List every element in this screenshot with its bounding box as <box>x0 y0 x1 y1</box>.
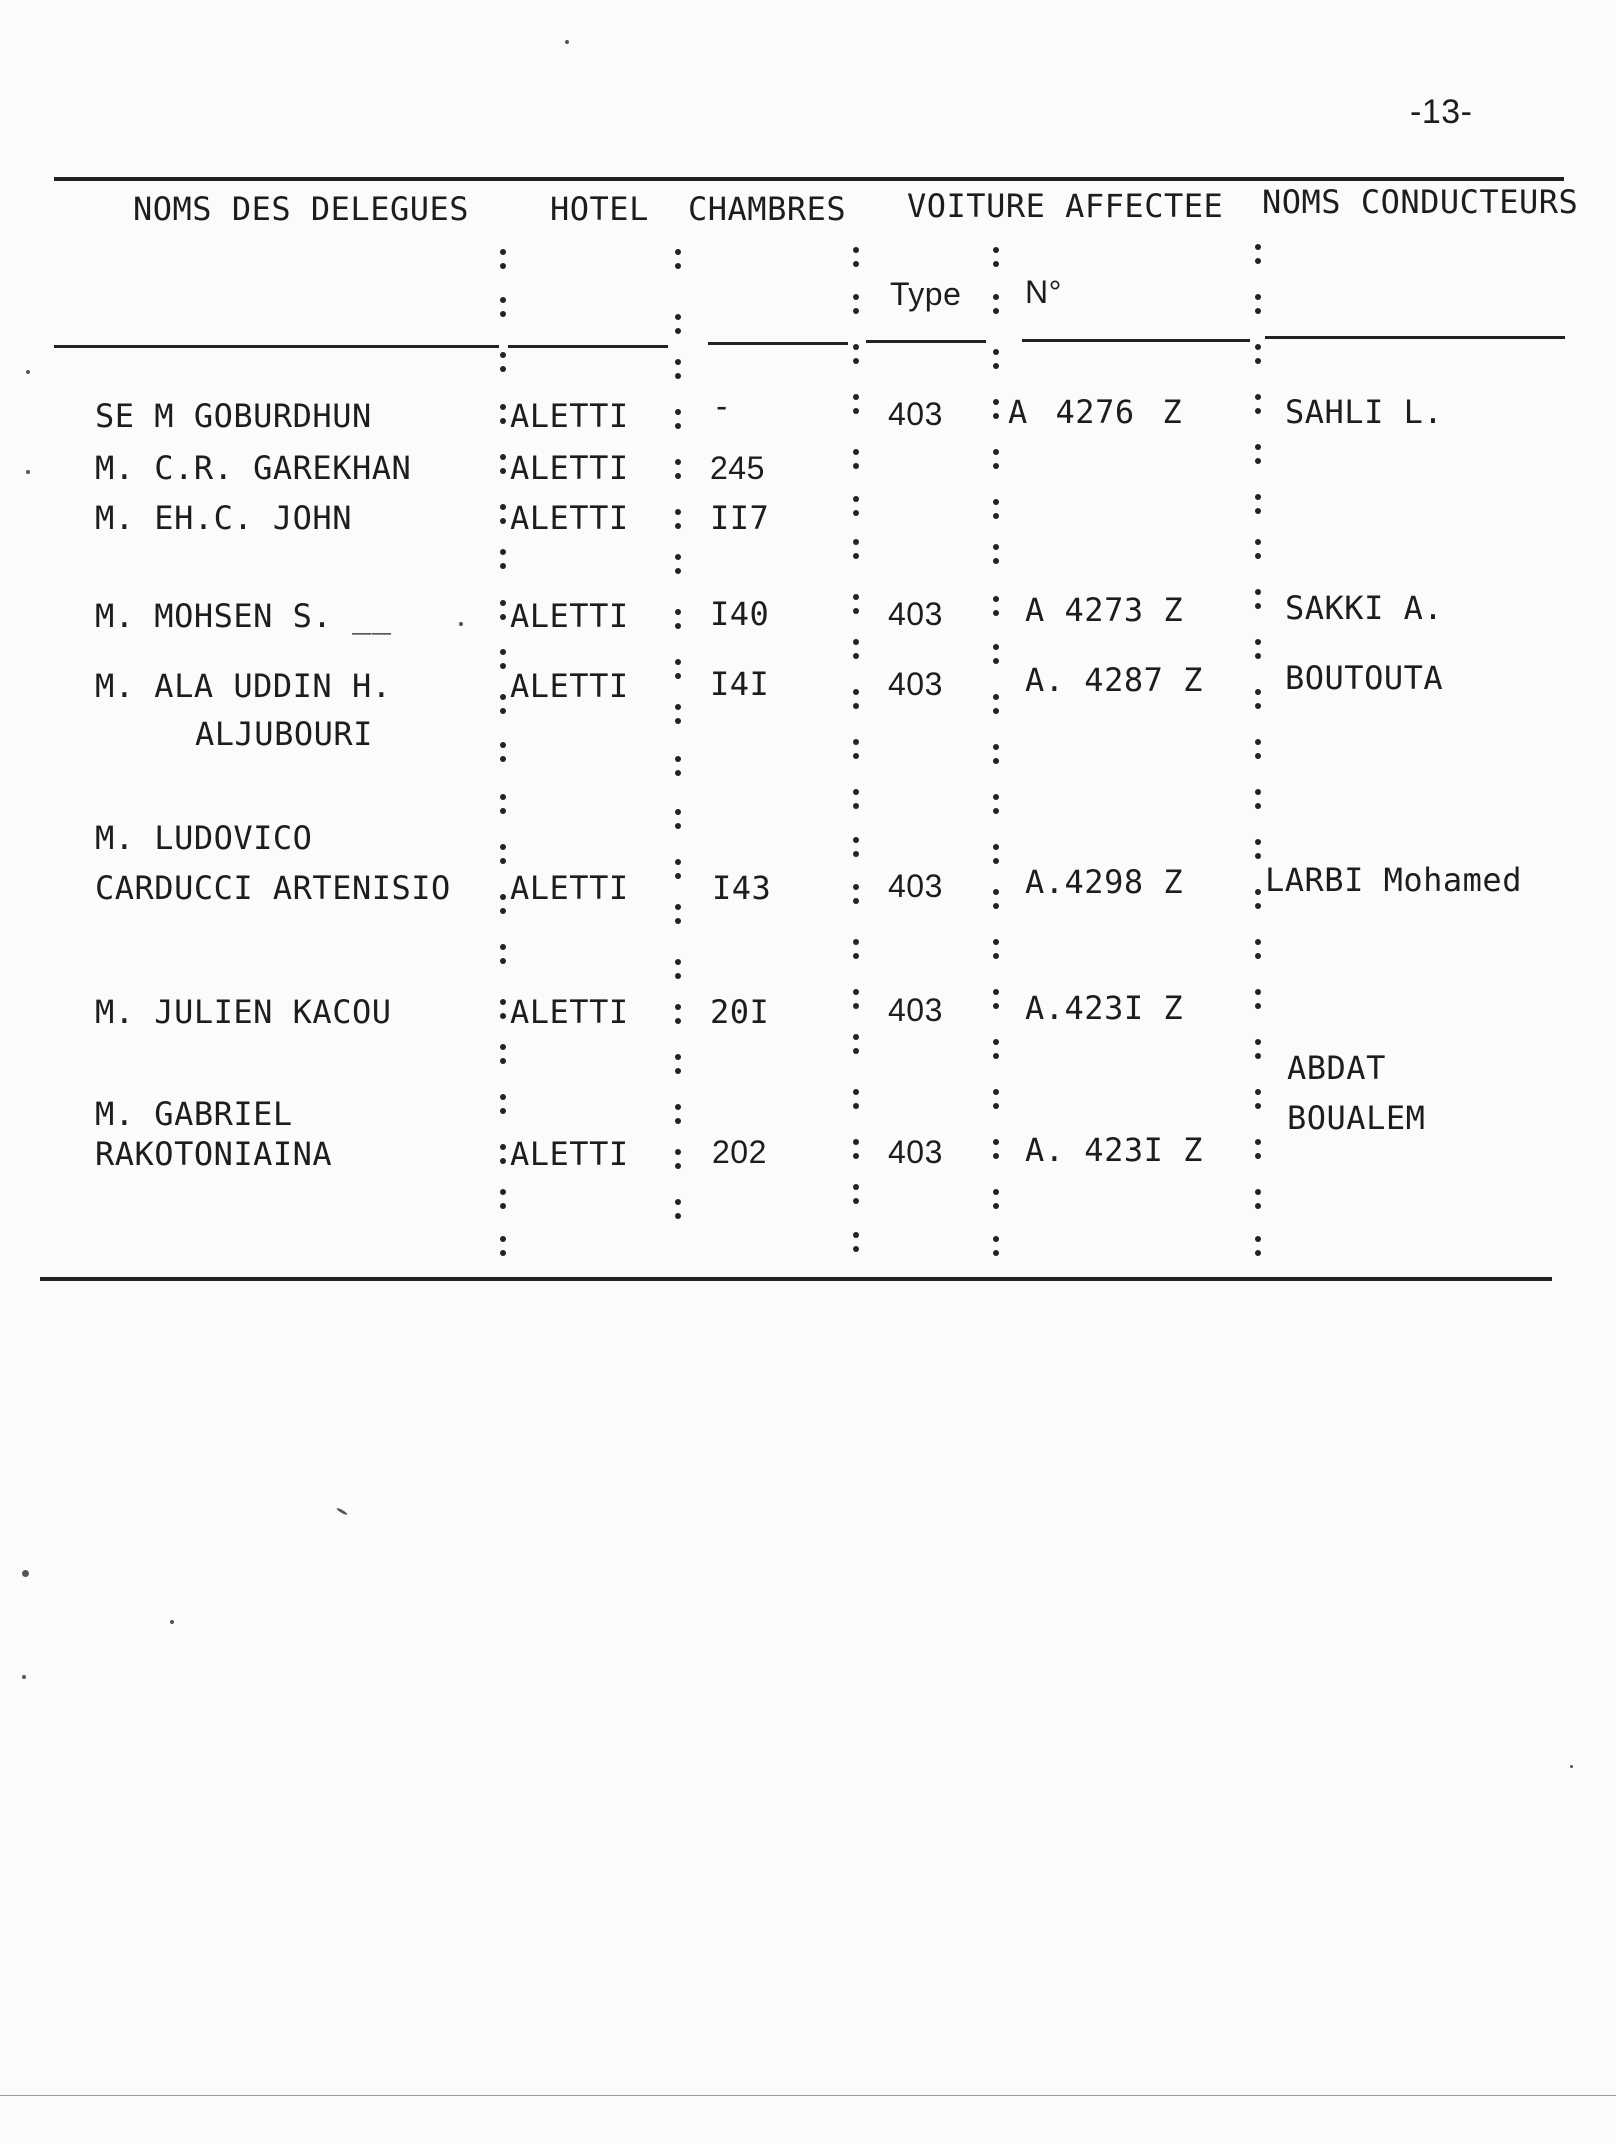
room-cell: I43 <box>712 869 772 907</box>
delegate-name-line2: CARDUCCI ARTENISIO <box>95 869 451 907</box>
car-type-cell: 403 <box>888 868 943 904</box>
driver-cell: ABDAT <box>1287 1049 1386 1087</box>
delegate-name: M. C.R. GAREKHAN <box>95 449 412 487</box>
room-cell: II7 <box>710 499 770 537</box>
car-plate-cell: A 4276 Z <box>1008 393 1183 431</box>
delegate-name: M. MOHSEN S. __ <box>95 597 392 635</box>
header-rule-hotel <box>508 345 668 348</box>
driver-cell: SAHLI L. <box>1285 393 1444 431</box>
room-cell: I4I <box>710 665 770 703</box>
bottom-rule <box>40 1277 1552 1281</box>
car-plate-cell: A. 423I Z <box>1025 1131 1203 1169</box>
header-hotel: HOTEL <box>550 190 649 228</box>
header-car: VOITURE AFFECTEE <box>907 187 1224 225</box>
header-rule-rooms <box>708 342 848 345</box>
delegate-name: M. GABRIEL <box>95 1095 293 1133</box>
car-plate-cell: A.4298 Z <box>1025 863 1184 901</box>
room-cell: 202 <box>712 1134 767 1170</box>
header-rule-drivers <box>1265 336 1565 339</box>
header-type: Type <box>890 276 962 312</box>
delegate-name: M. EH.C. JOHN <box>95 499 352 537</box>
car-type-cell: 403 <box>888 666 943 702</box>
room-cell: - <box>712 387 732 425</box>
car-plate-cell: A. 4287 Z <box>1025 661 1203 699</box>
page-bottom-edge <box>0 2095 1616 2096</box>
hotel-cell: ALETTI <box>510 869 629 907</box>
hotel-cell: ALETTI <box>510 499 629 537</box>
room-cell: 245 <box>710 450 765 486</box>
header-rule-number <box>1022 339 1250 342</box>
driver-cell: BOUTOUTA <box>1285 659 1444 697</box>
hotel-cell: ALETTI <box>510 993 629 1031</box>
page-number: -13- <box>1410 93 1473 131</box>
delegate-name: M. ALA UDDIN H. <box>95 667 392 705</box>
delegate-name: SE M GOBURDHUN <box>95 397 372 435</box>
room-cell: 20I <box>710 993 770 1031</box>
car-plate-cell: A 4273 Z <box>1025 591 1184 629</box>
car-type-cell: 403 <box>888 596 943 632</box>
header-names: NOMS DES DELEGUES <box>133 190 470 228</box>
delegate-name: M. JULIEN KACOU <box>95 993 392 1031</box>
header-number: N° <box>1025 274 1062 310</box>
delegate-name: M. LUDOVICO <box>95 819 313 857</box>
car-type-cell: 403 <box>888 1134 943 1170</box>
hotel-cell: ALETTI <box>510 1135 629 1173</box>
driver-cell: SAKKI A. <box>1285 589 1444 627</box>
hotel-cell: ALETTI <box>510 397 629 435</box>
car-plate-cell: A.423I Z <box>1025 989 1184 1027</box>
top-rule <box>54 177 1564 181</box>
room-cell: I40 <box>710 595 770 633</box>
header-rooms: CHAMBRES <box>688 190 847 228</box>
delegate-name-line2: ALJUBOURI <box>195 715 373 753</box>
car-type-cell: 403 <box>888 396 943 432</box>
hotel-cell: ALETTI <box>510 667 629 705</box>
header-rule-type <box>866 340 986 343</box>
hotel-cell: ALETTI <box>510 597 629 635</box>
delegate-name-line2: RAKOTONIAINA <box>95 1135 333 1173</box>
hotel-cell: ALETTI <box>510 449 629 487</box>
car-type-cell: 403 <box>888 992 943 1028</box>
header-rule-names <box>54 345 499 348</box>
driver-cell-line2: BOUALEM <box>1287 1099 1426 1137</box>
header-drivers: NOMS CONDUCTEURS <box>1262 183 1579 221</box>
driver-cell: LARBI Mohamed <box>1265 861 1522 899</box>
